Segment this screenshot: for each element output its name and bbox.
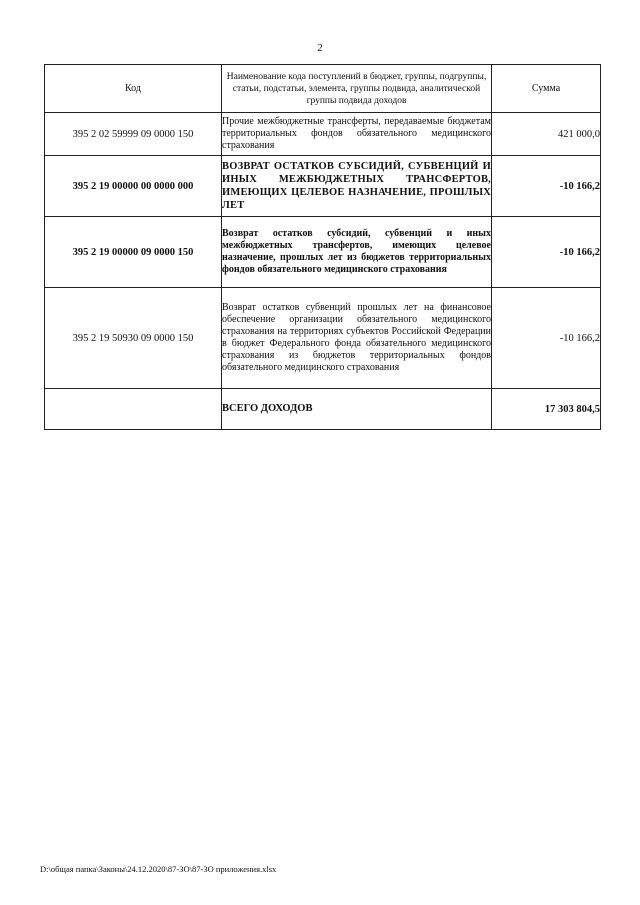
row-name: Возврат остатков субсидий, субвенций и иных межбюджетных трансфертов, имеющих целевое назначение, прошлых лет из бюджетов территориальных фондов обязательного медицинского страхования bbox=[222, 217, 492, 288]
page-number: 2 bbox=[317, 42, 323, 54]
table-row bbox=[45, 113, 601, 156]
row-code bbox=[45, 389, 222, 430]
row-name: Прочие межбюджетные трансферты, передаваемые бюджетам территориальных фондов обязательного медицинского страхования bbox=[222, 113, 492, 156]
table-row bbox=[45, 217, 601, 288]
table-row bbox=[45, 156, 601, 217]
header-name: Наименование кода поступлений в бюджет, группы, подгруппы, статьи, подстатьи, элемента, группы подвида, аналитической группы подвида доходов bbox=[222, 65, 492, 113]
row-code: 395 2 19 00000 00 0000 000 bbox=[45, 156, 222, 217]
header-sum: Сумма bbox=[492, 65, 601, 113]
header-code: Код bbox=[45, 65, 222, 113]
row-name: ВОЗВРАТ ОСТАТКОВ СУБСИДИЙ, СУБВЕНЦИЙ И ИНЫХ МЕЖБЮДЖЕТНЫХ ТРАНСФЕРТОВ, ИМЕЮЩИХ ЦЕЛЕВОЕ НАЗНАЧЕНИЕ, ПРОШЛЫХ ЛЕТ bbox=[222, 156, 492, 217]
table-header-row bbox=[45, 65, 601, 113]
table-row bbox=[45, 288, 601, 389]
row-sum: -10 166,2 bbox=[492, 288, 601, 389]
total-sum: 17 303 804,5 bbox=[492, 389, 601, 430]
total-row bbox=[45, 389, 601, 430]
row-sum: -10 166,2 bbox=[492, 156, 601, 217]
row-code: 395 2 19 50930 09 0000 150 bbox=[45, 288, 222, 389]
row-code: 395 2 02 59999 09 0000 150 bbox=[45, 113, 222, 156]
row-code: 395 2 19 00000 09 0000 150 bbox=[45, 217, 222, 288]
row-name: Возврат остатков субвенций прошлых лет на финансовое обеспечение организации обязательного медицинского страхования на территориях субъектов Российской Федерации в бюджет Федерального фонда обязательного медицинского страхования из бюджетов территориальных фондов обязательного медицинского страхования bbox=[222, 288, 492, 389]
total-label: ВСЕГО ДОХОДОВ bbox=[222, 389, 492, 430]
revenue-table bbox=[44, 64, 601, 430]
file-path-footer: D:\общая папка\Законы\24.12.2020\87-ЗО\87-ЗО приложения.xlsx bbox=[40, 864, 277, 874]
row-sum: -10 166,2 bbox=[492, 217, 601, 288]
row-sum: 421 000,0 bbox=[492, 113, 601, 156]
